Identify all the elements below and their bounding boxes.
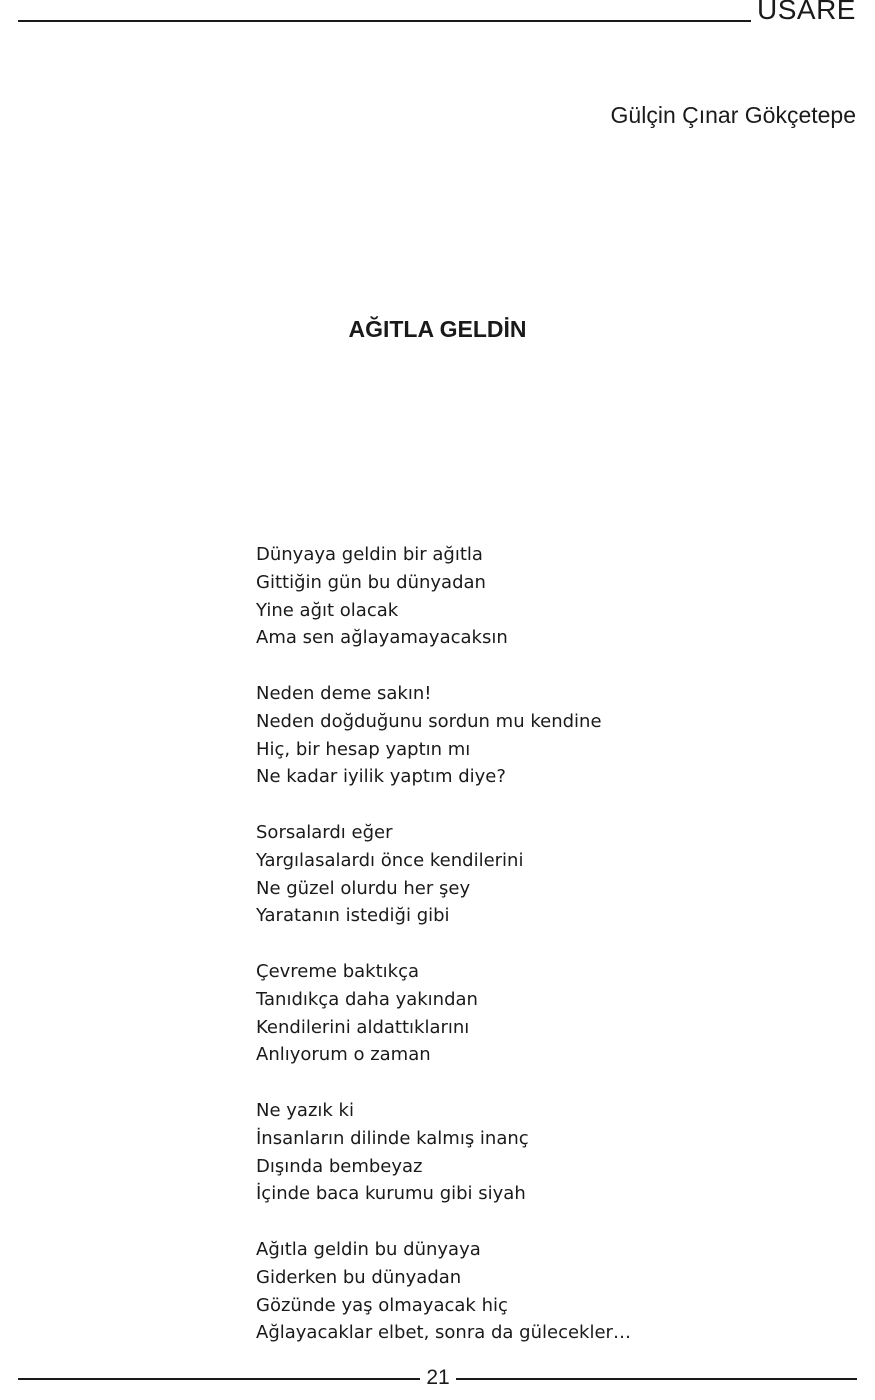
journal-name: USARE: [757, 0, 856, 25]
header-rule: [18, 20, 751, 22]
poem-line: Ağıtla geldin bu dünyaya: [256, 1238, 481, 1260]
poem-line: Ne kadar iyilik yaptım diye?: [256, 766, 506, 788]
poem-line: Ne güzel olurdu her şey: [256, 877, 471, 899]
stanza: [256, 819, 631, 930]
author-name: Gülçin Çınar Gökçetepe: [610, 102, 856, 128]
poem-body: [256, 541, 631, 1375]
poem-line: İçinde baca kurumu gibi siyah: [256, 1183, 526, 1205]
poem-line: Ağlayacaklar elbet, sonra da gülecekler…: [256, 1322, 631, 1344]
poem-line: Tanıdıkça daha yakından: [256, 988, 478, 1010]
stanza: [256, 680, 631, 791]
poem-line: Anlıyorum o zaman: [256, 1044, 431, 1066]
poem-line: Giderken bu dünyadan: [256, 1266, 462, 1288]
poem-line: Hiç, bir hesap yaptın mı: [256, 738, 471, 760]
stanza: [256, 1097, 631, 1208]
poem-line: Gittiğin gün bu dünyadan: [256, 571, 486, 593]
page-number: 21: [426, 1366, 450, 1389]
footer-rule-left: [18, 1378, 420, 1380]
poem-line: Ama sen ağlayamayacaksın: [256, 627, 508, 649]
poem-line: Dışında bembeyaz: [256, 1155, 423, 1177]
poem-line: Neden deme sakın!: [256, 682, 432, 704]
poem-line: Sorsalardı eğer: [256, 821, 393, 843]
poem-line: Gözünde yaş olmayacak hiç: [256, 1294, 508, 1316]
poem-line: Ne yazık ki: [256, 1099, 354, 1121]
stanza: [256, 541, 631, 652]
poem-line: Yine ağıt olacak: [256, 599, 399, 621]
poem-line: Yargılasalardı önce kendilerini: [256, 849, 524, 871]
poem-title: AĞITLA GELDİN: [348, 316, 527, 342]
poem-line: Dünyaya geldin bir ağıtla: [256, 544, 483, 565]
stanza: [256, 958, 631, 1069]
poem-line: Yaratanın istediği gibi: [256, 905, 450, 927]
poem-line: Neden doğduğunu sordun mu kendine: [256, 710, 602, 732]
stanza: [256, 1236, 631, 1347]
poem-line: Çevreme baktıkça: [256, 960, 419, 982]
poem-line: Kendilerini aldattıklarını: [256, 1016, 470, 1038]
poem-line: İnsanların dilinde kalmış inanç: [256, 1127, 529, 1149]
footer-rule-right: [456, 1378, 857, 1380]
